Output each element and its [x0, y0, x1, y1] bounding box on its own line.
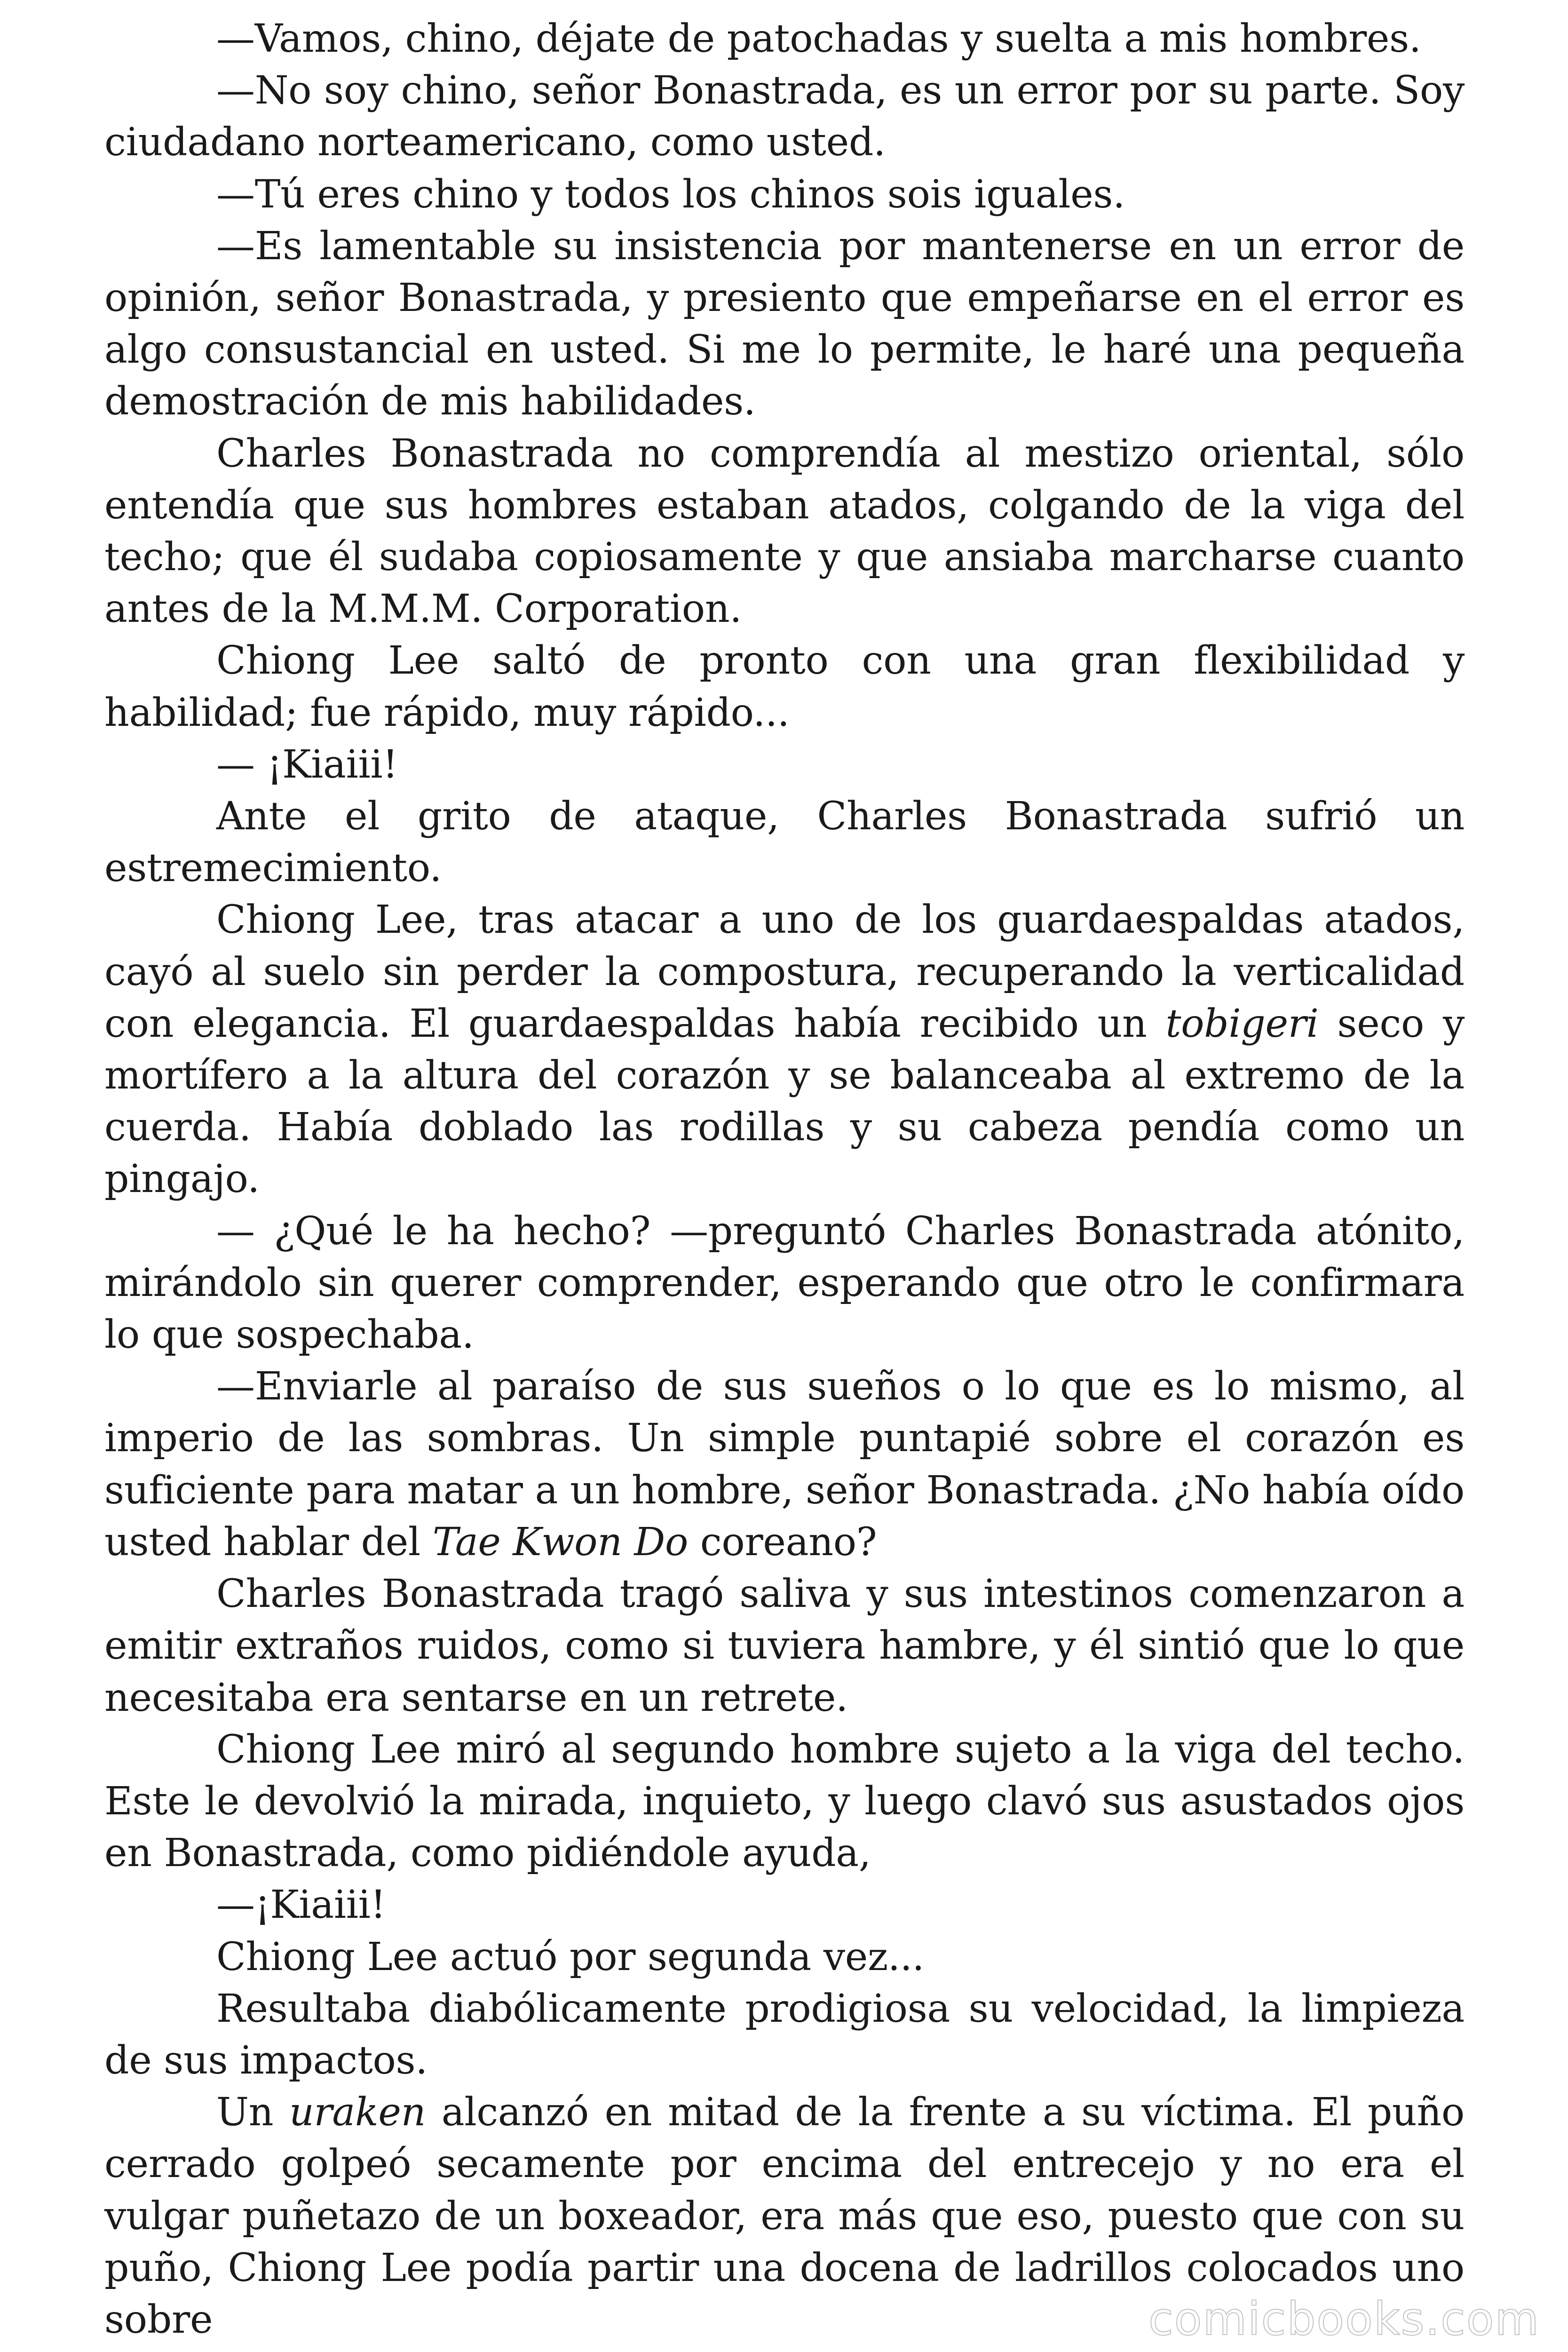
- italic-term: uraken: [289, 2090, 426, 2135]
- text-run: Un: [216, 2090, 289, 2135]
- text-run: Resultaba diabólicamente prodigiosa su velocidad, la limpieza de sus impactos.: [104, 1986, 1465, 2083]
- text-run: Chiong Lee actuó por segunda vez...: [216, 1934, 925, 1979]
- paragraph: [104, 1568, 1465, 1724]
- text-run: — ¿Qué le ha hecho? —preguntó Charles Bonastrada atónito, mirándolo sin querer comprender, esperando que otro le confirmara lo que sospechaba.: [104, 1208, 1465, 1358]
- paragraph: [104, 428, 1465, 636]
- text-run: coreano?: [688, 1519, 877, 1565]
- text-run: —Tú eres chino y todos los chinos sois iguales.: [216, 172, 1125, 217]
- italic-term: Tae Kwon Do: [432, 1519, 689, 1565]
- text-run: Charles Bonastrada tragó saliva y sus intestinos comenzaron a emitir extraños ruidos, como si tuviera hambre, y él sintió que lo que necesitaba era sentarse en un retrete.: [104, 1572, 1465, 1720]
- text-run: —Enviarle al paraíso de sus sueños o lo que es lo mismo, al imperio de las sombras. Un simple puntapié sobre el corazón es suficiente para matar a un hombre, señor Bonastrada. ¿No había oído usted hablar del: [104, 1364, 1465, 1565]
- paragraph: [104, 1983, 1465, 2087]
- text-run: Chiong Lee saltó de pronto con una gran flexibilidad y habilidad; fue rápido, muy rápido...: [104, 638, 1465, 735]
- text-run: —Vamos, chino, déjate de patochadas y suelta a mis hombres.: [216, 16, 1421, 61]
- paragraph: [104, 1724, 1465, 1880]
- paragraph: [104, 1206, 1465, 1361]
- text-run: —Es lamentable su insistencia por mantenerse en un error de opinión, señor Bonastrada, y presiento que empeñarse en el error es algo consustancial en usted. Si me lo permite, le haré una pequeña demostración de mis habilidades.: [104, 223, 1465, 424]
- paragraph: [104, 1361, 1465, 1568]
- text-run: —No soy chino, señor Bonastrada, es un error por su parte. Soy ciudadano norteamericano, como usted.: [104, 68, 1465, 165]
- paragraph: [104, 635, 1465, 739]
- paragraph: [104, 13, 1465, 65]
- paragraph: [104, 1931, 1465, 1983]
- paragraph: [104, 739, 1465, 791]
- text-run: — ¡Kiaiii!: [216, 742, 398, 787]
- paragraph: [104, 1879, 1465, 1931]
- text-run: —¡Kiaiii!: [216, 1883, 386, 1928]
- page-body: [104, 13, 1465, 2346]
- paragraph: [104, 169, 1465, 221]
- watermark-logo: comicbooks.com: [1148, 2293, 1540, 2345]
- paragraph: [104, 894, 1465, 1205]
- text-run: Chiong Lee miró al segundo hombre sujeto a la viga del techo. Este le devolvió la mirada, inquieto, y luego clavó sus asustados ojos en Bonastrada, como pidiéndole ayuda,: [104, 1727, 1465, 1876]
- text-run: seco y mortífero a la altura del corazón y se balanceaba al extremo de la cuerda. Había doblado las rodillas y su cabeza pendía como un pingajo.: [104, 1001, 1465, 1202]
- text-run: Chiong Lee, tras atacar a uno de los guardaespaldas atados, cayó al suelo sin perder la compostura, recuperando la verticalidad con elegancia. El guardaespaldas había recibido un: [104, 898, 1465, 1046]
- paragraph: [104, 65, 1465, 168]
- paragraph: [104, 221, 1465, 428]
- text-run: Charles Bonastrada no comprendía al mestizo oriental, sólo entendía que sus hombres estaban atados, colgando de la viga del techo; que él sudaba copiosamente y que ansiaba marcharse cuanto antes de la M.M.M. Corporation.: [104, 431, 1465, 632]
- italic-term: tobigeri: [1165, 1001, 1319, 1046]
- paragraph: [104, 791, 1465, 894]
- text-run: Ante el grito de ataque, Charles Bonastrada sufrió un estremecimiento.: [104, 794, 1465, 891]
- text-run: alcanzó en mitad de la frente a su víctima. El puño cerrado golpeó secamente por encima del entrecejo y no era el vulgar puñetazo de un boxeador, era más que eso, puesto que con su puño, Chiong Lee podía partir una docena de ladrillos colocados uno sobre: [104, 2090, 1465, 2342]
